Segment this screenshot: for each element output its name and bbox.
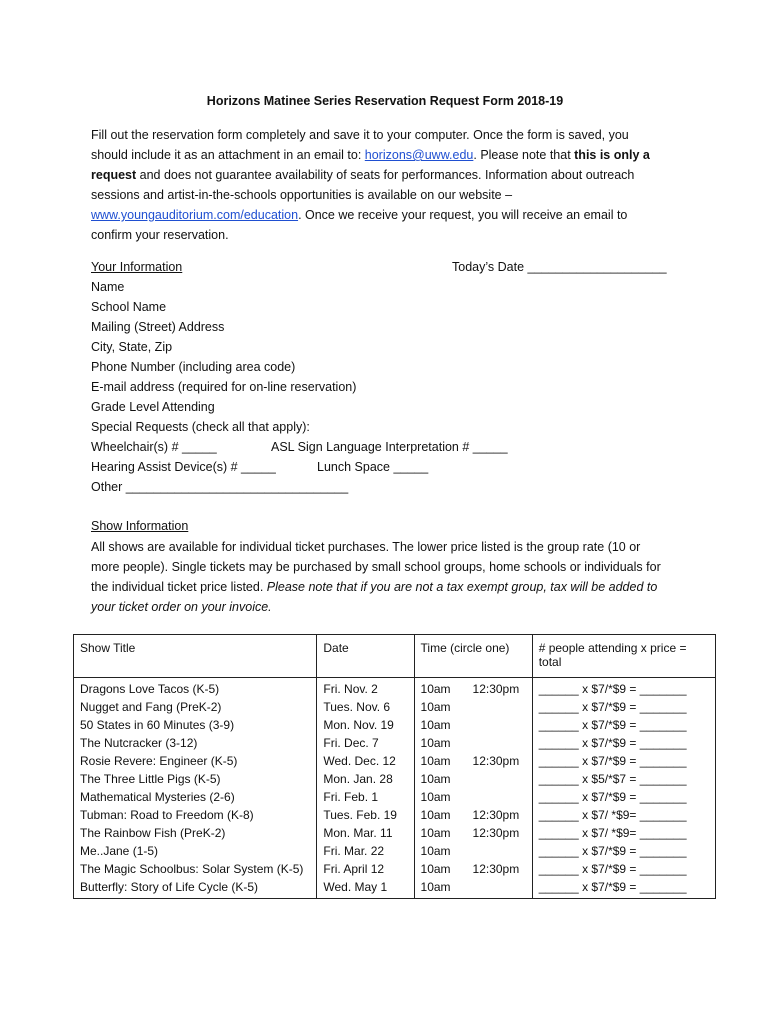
school-name-field[interactable]: School Name: [91, 300, 167, 314]
table-row: [74, 718, 716, 736]
show-times: [414, 790, 532, 808]
price-total-entry[interactable]: ______ x $7/*$9 = _______: [532, 880, 715, 899]
shows-table: [73, 634, 716, 899]
show-title: 50 States in 60 Minutes (3-9): [74, 718, 317, 736]
show-date: Tues. Nov. 6: [317, 700, 414, 718]
time-option-10am[interactable]: 10am: [420, 862, 451, 876]
intro-text: . Once we receive your request, you will receive an email to: [298, 208, 628, 222]
time-option-1230pm[interactable]: 12:30pm: [472, 826, 520, 840]
grade-level-field[interactable]: Grade Level Attending: [91, 400, 215, 414]
todays-date-field[interactable]: Today’s Date ____________________: [452, 260, 667, 274]
email-link[interactable]: horizons@uww.edu: [364, 148, 474, 162]
show-information-paragraph: [91, 537, 681, 617]
show-times: [414, 700, 532, 718]
show-info-line-3: [91, 577, 681, 597]
show-date: Mon. Mar. 11: [317, 826, 414, 844]
table-body: [74, 682, 716, 899]
show-date: Mon. Nov. 19: [317, 718, 414, 736]
intro-text: should include it as an attachment in an email to:: [91, 148, 365, 162]
price-total-entry[interactable]: ______ x $7/*$9 = _______: [532, 844, 715, 862]
tax-note: your ticket order on your invoice.: [91, 600, 272, 614]
price-total-entry[interactable]: ______ x $7/*$9 = _______: [532, 718, 715, 736]
show-times: [414, 754, 532, 772]
time-option-10am[interactable]: 10am: [420, 718, 451, 732]
show-date: Fri. Nov. 2: [317, 682, 414, 700]
show-title: Rosie Revere: Engineer (K-5): [74, 754, 317, 772]
show-title: The Magic Schoolbus: Solar System (K-5): [74, 862, 317, 880]
time-option-1230pm[interactable]: 12:30pm: [472, 682, 520, 696]
show-date: Fri. Dec. 7: [317, 736, 414, 754]
table-row: [74, 790, 716, 808]
show-title: Tubman: Road to Freedom (K-8): [74, 808, 317, 826]
show-times: [414, 682, 532, 700]
time-option-10am[interactable]: 10am: [420, 808, 451, 822]
show-title: The Nutcracker (3-12): [74, 736, 317, 754]
form-title: Horizons Matinee Series Reservation Request Form 2018-19: [206, 94, 564, 108]
show-times: [414, 880, 532, 899]
price-total-entry[interactable]: ______ x $7/*$9 = _______: [532, 700, 715, 718]
time-option-1230pm[interactable]: 12:30pm: [472, 754, 520, 768]
show-title: Butterfly: Story of Life Cycle (K-5): [74, 880, 317, 899]
intro-line-1: Fill out the reservation form completely and save it to your computer. Once the form is saved, you: [91, 128, 629, 142]
show-info-line-4: [91, 597, 681, 617]
show-info-text: the individual ticket price listed.: [91, 580, 267, 594]
show-title: Mathematical Mysteries (2-6): [74, 790, 317, 808]
table-row: [74, 700, 716, 718]
email-address-field[interactable]: E-mail address (required for on-line reservation): [91, 380, 357, 394]
table-row: [74, 880, 716, 899]
show-title: The Three Little Pigs (K-5): [74, 772, 317, 790]
table-row: [74, 772, 716, 790]
table-row: [74, 682, 716, 700]
time-option-10am[interactable]: 10am: [420, 772, 451, 786]
show-times: [414, 718, 532, 736]
other-field[interactable]: Other ________________________________: [91, 480, 349, 494]
intro-paragraph: [91, 125, 681, 245]
name-field[interactable]: Name: [91, 280, 125, 294]
show-information-heading: Show Information: [91, 519, 189, 533]
time-option-1230pm[interactable]: 12:30pm: [472, 862, 520, 876]
show-times: [414, 844, 532, 862]
header-time: Time (circle one): [414, 635, 532, 678]
table-row: [74, 844, 716, 862]
tax-note: Please note that if you are not a tax exempt group, tax will be added to: [266, 580, 658, 594]
show-times: [414, 736, 532, 754]
show-info-line-2: more people). Single tickets may be purchased by small school groups, home schools or individuals for: [91, 560, 661, 574]
time-option-10am[interactable]: 10am: [420, 844, 451, 858]
show-date: Wed. Dec. 12: [317, 754, 414, 772]
special-requests-label: Special Requests (check all that apply):: [91, 420, 310, 434]
asl-interpretation-field[interactable]: ASL Sign Language Interpretation # _____: [271, 440, 508, 454]
time-option-1230pm[interactable]: 12:30pm: [472, 808, 520, 822]
city-state-zip-field[interactable]: City, State, Zip: [91, 340, 173, 354]
intro-text: . Please note that: [473, 148, 575, 162]
price-total-entry[interactable]: ______ x $7/*$9 = _______: [532, 754, 715, 772]
time-option-10am[interactable]: 10am: [420, 826, 451, 840]
intro-bold-text: request: [91, 168, 137, 182]
intro-line-2: [91, 145, 681, 165]
price-total-entry[interactable]: ______ x $7/*$9 = _______: [532, 790, 715, 808]
table-row: [74, 826, 716, 844]
show-title: Dragons Love Tacos (K-5): [74, 682, 317, 700]
show-info-line-1: All shows are available for individual ticket purchases. The lower price listed is the group rate (10 or: [91, 540, 641, 554]
time-option-10am[interactable]: 10am: [420, 736, 451, 750]
intro-bold-text: this is only a: [574, 148, 650, 162]
header-date: Date: [317, 635, 414, 678]
intro-line-6: confirm your reservation.: [91, 228, 229, 242]
show-times: [414, 772, 532, 790]
table-row: [74, 862, 716, 880]
price-total-entry[interactable]: ______ x $7/*$9 = _______: [532, 682, 715, 700]
show-date: Fri. Feb. 1: [317, 790, 414, 808]
intro-line-4: sessions and artist-in-the-schools opportunities is available on our website –: [91, 188, 513, 202]
mailing-address-field[interactable]: Mailing (Street) Address: [91, 320, 225, 334]
table-row: [74, 808, 716, 826]
time-option-10am[interactable]: 10am: [420, 790, 451, 804]
show-times: [414, 808, 532, 826]
phone-number-field[interactable]: Phone Number (including area code): [91, 360, 296, 374]
table-header-row: [74, 635, 716, 678]
show-times: [414, 826, 532, 844]
show-title: The Rainbow Fish (PreK-2): [74, 826, 317, 844]
intro-text: and does not guarantee availability of seats for performances. Information about outreach: [136, 168, 635, 182]
show-title: Me..Jane (1-5): [74, 844, 317, 862]
price-total-entry[interactable]: ______ x $7/ *$9= _______: [532, 808, 715, 826]
header-show-title: Show Title: [74, 635, 317, 678]
time-option-10am[interactable]: 10am: [420, 880, 451, 894]
show-title: Nugget and Fang (PreK-2): [74, 700, 317, 718]
time-option-10am[interactable]: 10am: [420, 700, 451, 714]
show-date: Fri. Mar. 22: [317, 844, 414, 862]
show-times: [414, 862, 532, 880]
your-information-heading: Your Information: [91, 260, 183, 274]
price-total-entry[interactable]: ______ x $5/*$7 = _______: [532, 772, 715, 790]
price-total-entry[interactable]: ______ x $7/*$9 = _______: [532, 736, 715, 754]
show-date: Fri. April 12: [317, 862, 414, 880]
lunch-space-field[interactable]: Lunch Space _____: [317, 460, 429, 474]
header-people-price-total: # people attending x price = total: [532, 635, 715, 678]
time-option-10am[interactable]: 10am: [420, 754, 451, 768]
hearing-assist-field[interactable]: Hearing Assist Device(s) # _____: [91, 460, 276, 474]
intro-line-5: [91, 205, 681, 225]
website-link[interactable]: www.youngauditorium.com/education: [91, 208, 299, 222]
table-row: [74, 736, 716, 754]
price-total-entry[interactable]: ______ x $7/ *$9= _______: [532, 826, 715, 844]
wheelchair-field[interactable]: Wheelchair(s) # _____: [91, 440, 217, 454]
intro-line-3: [91, 165, 681, 185]
show-date: Mon. Jan. 28: [317, 772, 414, 790]
show-date: Wed. May 1: [317, 880, 414, 899]
time-option-10am[interactable]: 10am: [420, 682, 451, 696]
show-date: Tues. Feb. 19: [317, 808, 414, 826]
table-row: [74, 754, 716, 772]
price-total-entry[interactable]: ______ x $7/*$9 = _______: [532, 862, 715, 880]
